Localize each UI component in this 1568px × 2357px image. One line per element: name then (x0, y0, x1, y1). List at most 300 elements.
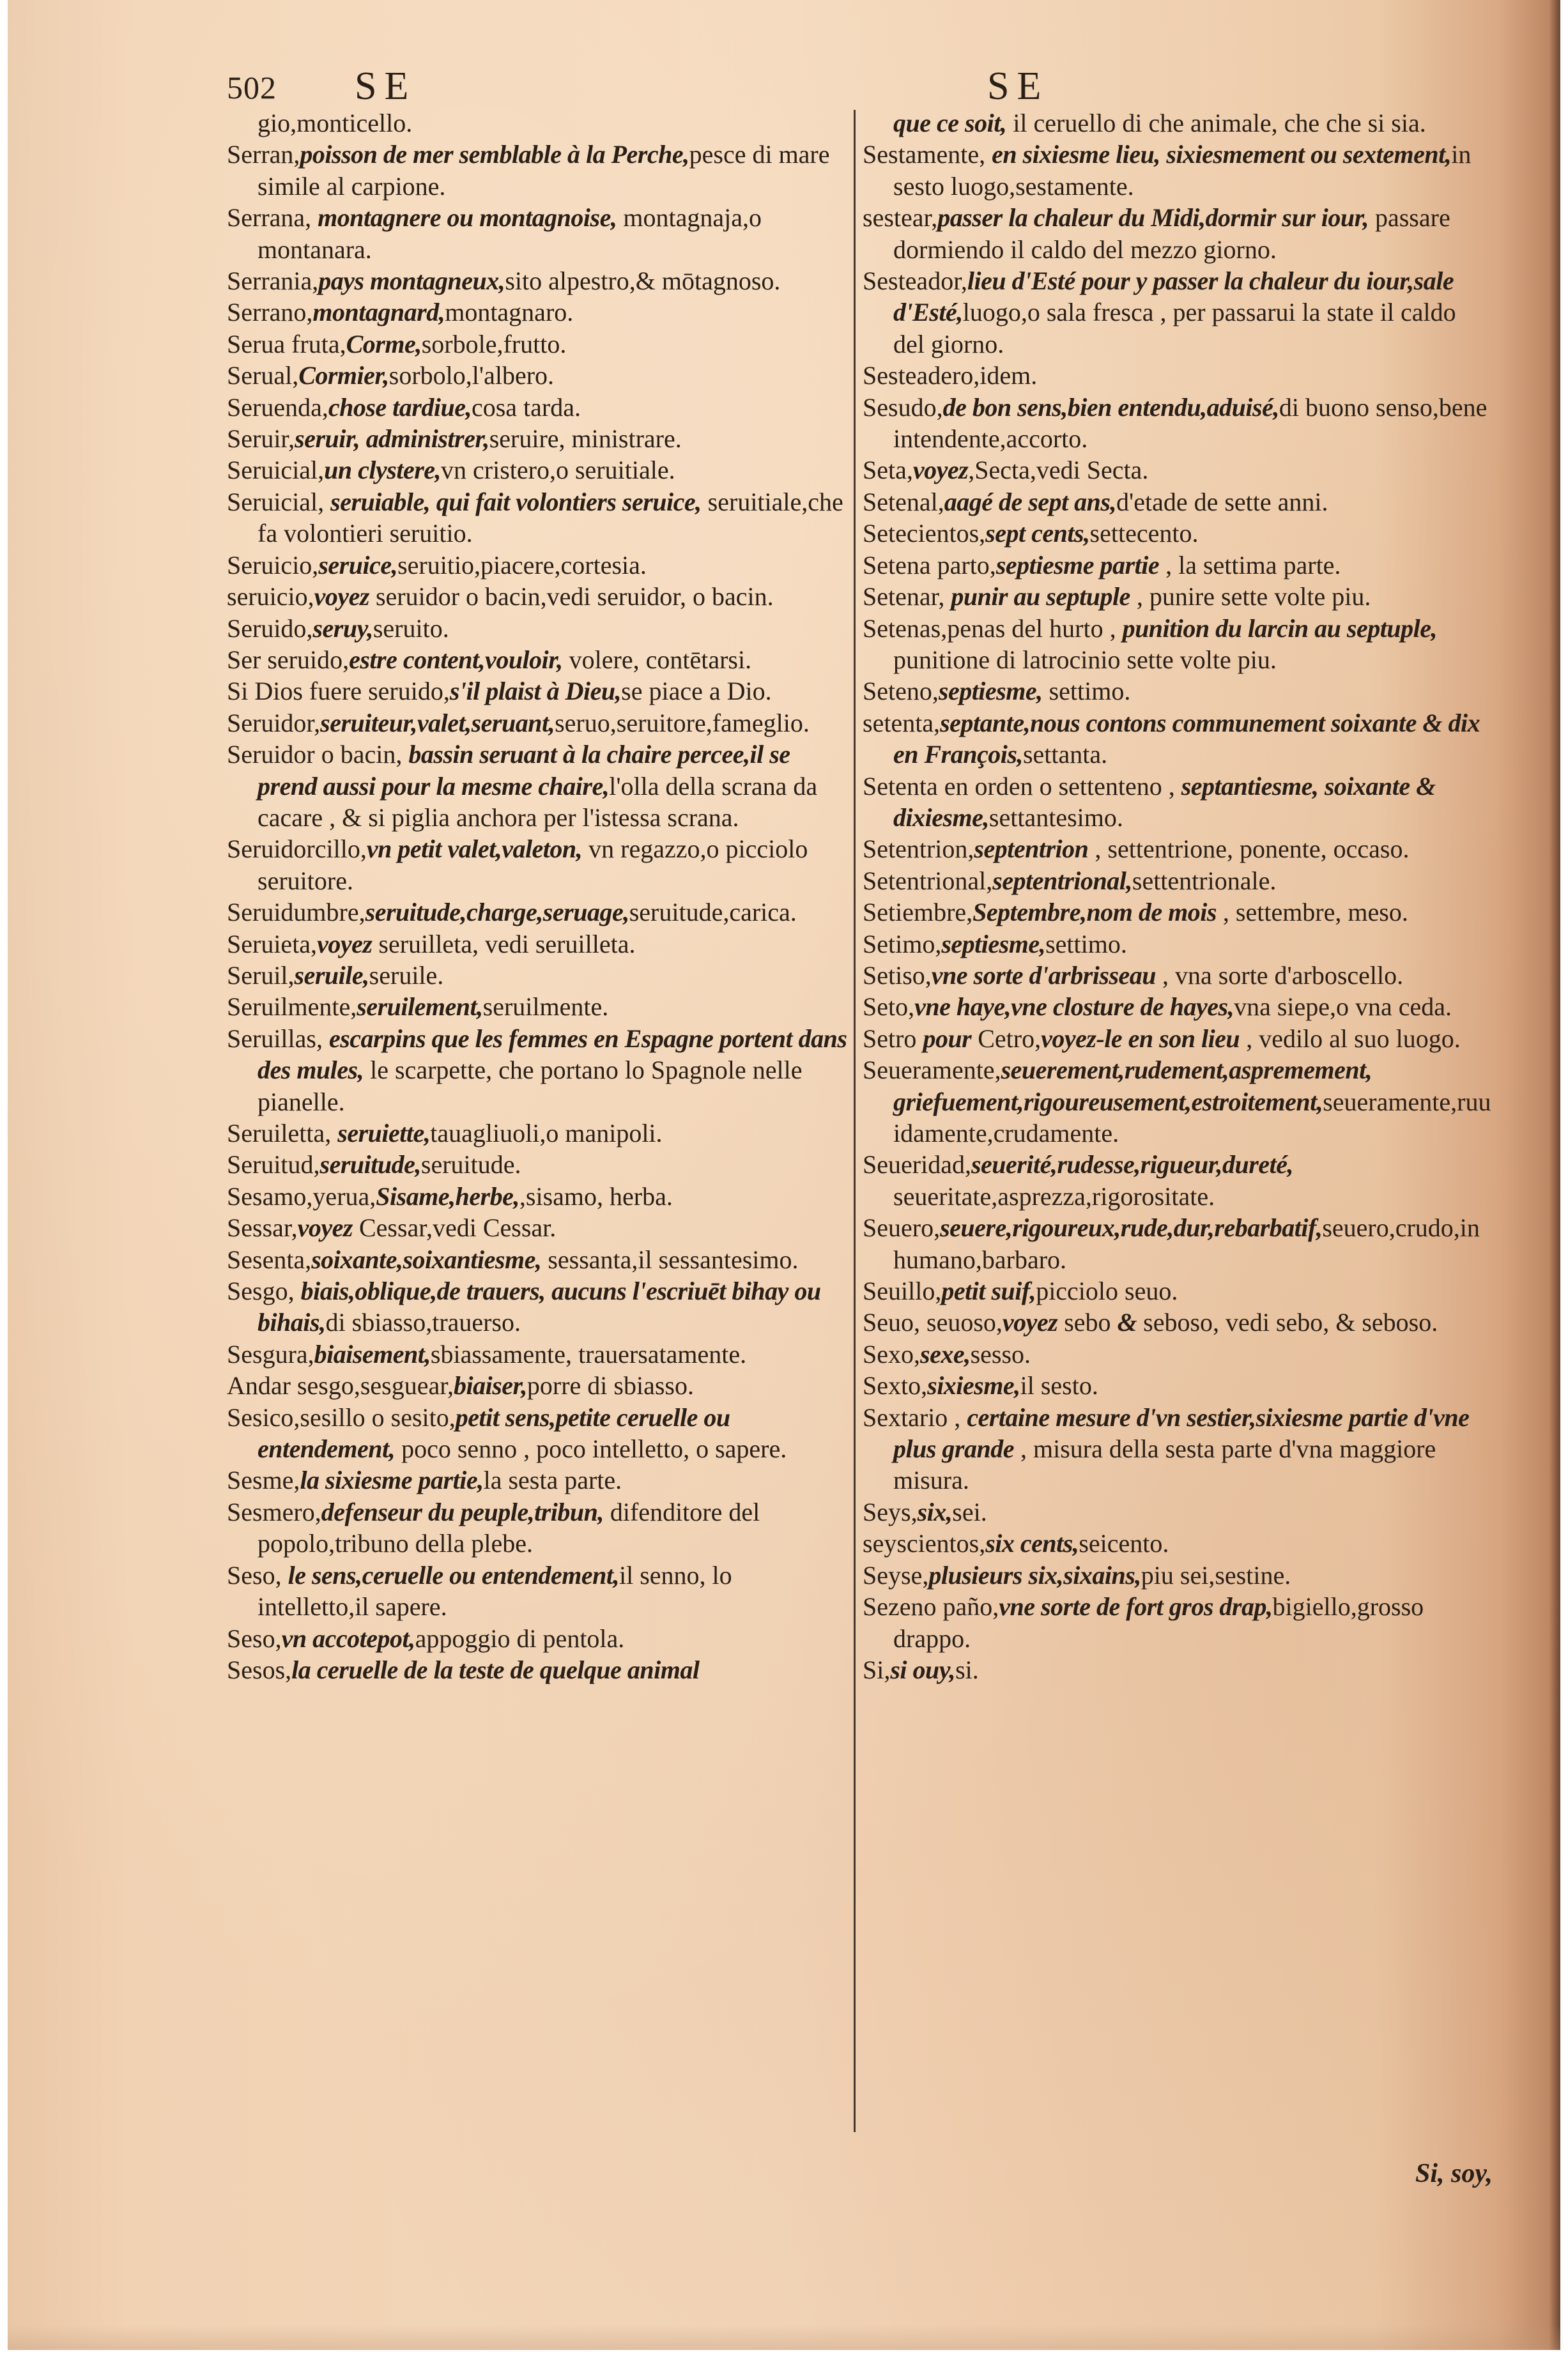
french-gloss: septentrional, (992, 866, 1132, 895)
entry-text: gio,monticello. (257, 109, 413, 137)
french-gloss: la sixiesme partie, (300, 1466, 484, 1495)
entry-text: Sesudo, (863, 392, 943, 422)
entry-text: Seso, (227, 1560, 288, 1590)
dictionary-entry (863, 675, 1492, 707)
entry-text: Serua fruta, (227, 329, 346, 358)
entry-text: vn regazzo,o picciolo seruitore. (257, 834, 808, 895)
entry-text: le scarpette, che portano lo Spagnole nelle pianelle. (257, 1056, 803, 1116)
entry-text: Sesenta, (227, 1245, 312, 1274)
entry-text: montagnaja,o montanara. (257, 203, 762, 264)
entry-text: la sesta parte. (483, 1466, 622, 1495)
french-gloss: un clystere, (324, 456, 442, 485)
dictionary-entry (863, 1560, 1492, 1591)
entry-text: seruito. (373, 613, 449, 643)
french-gloss: septantiesme, soixante & dixiesme, (893, 771, 1436, 832)
entry-text: ,sisamo, herba. (519, 1181, 673, 1211)
dictionary-entry (863, 1339, 1492, 1370)
dictionary-entry (227, 1560, 850, 1623)
french-gloss: en sixiesme lieu, sixiesmement ou sextement, (992, 140, 1452, 169)
entry-text: Sezeno paño, (863, 1592, 999, 1622)
entry-text: Seruicial, (227, 487, 331, 516)
entry-text: sestear, (863, 203, 938, 233)
dictionary-entry (863, 265, 1492, 360)
column-divider (854, 110, 856, 2132)
entry-text: Serrania, (227, 266, 319, 296)
entry-text: sorbole,frutto. (421, 329, 567, 358)
dictionary-entry (863, 392, 1492, 455)
dictionary-entry (227, 707, 850, 739)
entry-text: Seuo, seuoso, (863, 1308, 1003, 1337)
entry-text: vna siepe,o vna ceda. (1234, 992, 1452, 1022)
entry-text: Sesteadero,idem. (863, 361, 1038, 390)
french-gloss: poisson de mer semblable à la Perche, (300, 140, 689, 169)
entry-text: Serrana, (227, 203, 318, 233)
entry-text: seyscientos, (863, 1529, 986, 1558)
french-gloss: la ceruelle de la teste de quelque animal (291, 1655, 700, 1684)
entry-text: montagnaro. (445, 298, 574, 327)
page-number: 502 (227, 70, 277, 105)
entry-text: sito alpestro,& mōtagnoso. (505, 266, 781, 296)
entry-text: tauagliuoli,o manipoli. (430, 1119, 663, 1148)
french-gloss: sexe, (920, 1339, 971, 1369)
entry-text: pesce di mare simile al carpione. (257, 140, 830, 201)
french-gloss: sept cents, (985, 519, 1090, 548)
entry-text: seboso, vedi sebo, & seboso. (1137, 1308, 1438, 1337)
entry-text: seruidor o bacin,vedi seruidor, o bacin. (369, 582, 774, 611)
dictionary-entry (863, 613, 1492, 676)
french-gloss: biaisement, (314, 1339, 431, 1369)
book-page (8, 0, 1560, 2350)
entry-text: di sbiasso,trauerso. (325, 1308, 521, 1337)
entry-text: Setentrion, (863, 834, 974, 864)
french-gloss: voyez (912, 456, 969, 485)
dictionary-entry (227, 1117, 850, 1149)
french-gloss: pays montagneux, (318, 266, 505, 296)
french-gloss: vn accotepot, (281, 1624, 415, 1653)
dictionary-entry-continuation (863, 107, 1492, 139)
entry-text: sessanta,il sessantesimo. (541, 1245, 799, 1274)
dictionary-entry (227, 1464, 850, 1496)
dictionary-entry (227, 1402, 850, 1465)
page-bottom-edge (8, 2324, 1560, 2350)
entry-text: , misura della sesta parte d'vna maggiore misura. (893, 1434, 1436, 1495)
entry-text: Sexo, (863, 1339, 920, 1369)
french-gloss: seuere,rigoureux,rude,dur,rebarbatif, (940, 1213, 1323, 1243)
left-column (227, 107, 850, 1685)
entry-text: Sexto, (863, 1371, 928, 1401)
entry-text: seueramente,ruuidamente,crudamente. (893, 1087, 1491, 1148)
french-gloss: vne sorte d'arbrisseau (931, 960, 1157, 990)
entry-text: volere, contētarsi. (562, 645, 752, 674)
french-gloss: seruile, (294, 960, 369, 990)
entry-text: Seruicio, (227, 550, 319, 580)
dictionary-entry (863, 1307, 1492, 1338)
entry-text: se piace a Dio. (621, 677, 772, 706)
dictionary-entry (863, 1054, 1492, 1149)
french-gloss: escarpins que les femmes en Espagne portent dans des mules, (257, 1024, 847, 1085)
dictionary-entry (227, 360, 850, 391)
entry-text: Seueramente, (863, 1056, 1001, 1085)
dictionary-entry (863, 1023, 1492, 1054)
french-gloss: septante,nous contons communement soixante & dix en François, (893, 708, 1480, 769)
entry-text: Seruicial, (227, 456, 325, 485)
entry-text: settimo. (1042, 677, 1131, 706)
french-gloss: voyez (297, 1213, 353, 1243)
entry-text: seruitiale,che fa volontieri seruitio. (257, 487, 843, 548)
dictionary-entry (863, 454, 1492, 486)
entry-text: Serual, (227, 361, 299, 390)
french-gloss: seruitude, (319, 1150, 421, 1179)
dictionary-entry (863, 1591, 1492, 1654)
french-gloss: septiesme, (938, 677, 1043, 706)
french-gloss: six cents, (985, 1529, 1079, 1558)
entry-text: Setenal, (863, 487, 944, 516)
entry-text: Seyse, (863, 1560, 929, 1590)
entry-text: Cessar,vedi Cessar. (352, 1213, 557, 1243)
entry-text: Setena parto, (863, 550, 996, 580)
entry-text: Serrano, (227, 298, 313, 327)
dictionary-entry (863, 1654, 1492, 1685)
dictionary-entry (227, 1339, 850, 1370)
entry-text: seicento. (1079, 1529, 1169, 1558)
french-gloss: vne haye,vne closture de hayes, (914, 992, 1234, 1022)
dictionary-entry (227, 1623, 850, 1654)
entry-text: Seuero, (863, 1213, 941, 1243)
entry-text: seueritate,asprezza,rigorositate. (893, 1181, 1215, 1211)
entry-text: Seruidor, (227, 708, 321, 737)
dictionary-entry (863, 707, 1492, 771)
entry-text: Setro (863, 1024, 923, 1053)
dictionary-entry (863, 1528, 1492, 1559)
entry-text: Seto, (863, 992, 915, 1022)
french-gloss: biaiser, (453, 1371, 527, 1401)
french-gloss: plusieurs six,sixains, (928, 1560, 1141, 1590)
entry-text: seruicio, (227, 582, 314, 611)
dictionary-entry (863, 928, 1492, 960)
french-gloss: six, (917, 1497, 953, 1526)
entry-text: Sesgura, (227, 1339, 314, 1369)
french-gloss: petit suif, (941, 1277, 1036, 1306)
entry-text: sesso. (970, 1339, 1031, 1369)
entry-text: sbiassamente, trauersatamente. (430, 1339, 747, 1369)
french-gloss: voyez-le en son lieu (1041, 1024, 1240, 1053)
french-gloss: Corme, (346, 329, 422, 358)
dictionary-entry (227, 1149, 850, 1180)
entry-text: Seruidorcillo, (227, 834, 367, 864)
dictionary-entry (863, 139, 1492, 202)
entry-text: sorbolo,l'albero. (388, 361, 555, 390)
entry-text: , settembre, meso. (1216, 898, 1408, 927)
french-gloss: bassin seruant à la chaire percee,il se prend aussi pour la mesme chaire, (257, 740, 790, 801)
french-gloss: lieu d'Esté pour y passer la chaleur du iour,sale d'Esté, (893, 266, 1454, 327)
dictionary-entry (227, 675, 850, 707)
french-gloss: si ouy, (890, 1655, 956, 1684)
page-edge-shadow (1549, 0, 1560, 2350)
dictionary-entry (227, 265, 850, 296)
dictionary-entry (227, 392, 850, 423)
entry-text: Seruidumbre, (227, 898, 365, 927)
entry-text: Seruilmente, (227, 992, 357, 1022)
entry-text: in sesto luogo,sestamente. (893, 140, 1472, 201)
dictionary-entry (863, 549, 1492, 581)
dictionary-entry (227, 613, 850, 644)
french-gloss: petit sens,petite ceruelle ou entendement, (257, 1402, 730, 1464)
french-gloss: passer la chaleur du Midi,dormir sur iour, (937, 203, 1369, 233)
entry-text: appoggio di pentola. (415, 1624, 625, 1653)
dictionary-entry (863, 833, 1492, 864)
french-gloss: seruilement, (357, 992, 483, 1022)
french-gloss: punition du larcin au septuple, (1122, 613, 1437, 643)
entry-text: l'olla della scrana da cacare , & si piglia anchora per l'istessa scrana. (257, 771, 818, 832)
entry-text: Sesos, (227, 1655, 292, 1684)
entry-text: Setiembre, (863, 898, 973, 927)
french-gloss: pour (923, 1024, 972, 1053)
french-gloss: s'il plaist à Dieu, (449, 677, 622, 706)
entry-text: Seys, (863, 1497, 918, 1526)
dictionary-entry (863, 896, 1492, 928)
entry-text: settentrionale. (1132, 866, 1277, 895)
entry-text: picciolo seuo. (1036, 1277, 1178, 1306)
entry-text: seruilleta, vedi seruilleta. (372, 929, 636, 958)
dictionary-entry (227, 739, 850, 833)
entry-text: Sessar, (227, 1213, 298, 1243)
dictionary-entry (227, 202, 850, 265)
french-gloss: voyez (317, 929, 373, 958)
entry-text: sei. (952, 1497, 987, 1526)
french-gloss: septiesme partie (995, 550, 1160, 580)
french-gloss: certaine mesure d'vn sestier,sixiesme partie d'vne plus grande (893, 1402, 1470, 1464)
entry-text: seruitude. (420, 1150, 521, 1179)
dictionary-entry (227, 928, 850, 960)
dictionary-entry (227, 1370, 850, 1401)
entry-text: settimo. (1045, 929, 1127, 958)
entry-text: seruo,seruitore,fameglio. (555, 708, 810, 737)
entry-text: sebo (1057, 1308, 1118, 1337)
entry-text: piu sei,sestine. (1141, 1560, 1291, 1590)
right-column (863, 107, 1492, 1685)
dictionary-entry (227, 960, 850, 991)
dictionary-entry (863, 202, 1492, 265)
entry-text: Seteno, (863, 677, 939, 706)
entry-text: Seruenda, (227, 392, 328, 422)
entry-text: ,Secta,vedi Secta. (968, 456, 1149, 485)
french-gloss: seruice, (318, 550, 398, 580)
entry-text: il sesto. (1020, 1371, 1098, 1401)
french-gloss: Cormier, (298, 361, 389, 390)
entry-text: Setenar, (863, 582, 951, 611)
entry-text: bigiello,grosso drappo. (893, 1592, 1424, 1653)
entry-text: , vna sorte d'arboscello. (1156, 960, 1404, 990)
french-gloss: seruiable, qui fait volontiers seruice, (330, 487, 702, 516)
french-gloss: montagnard, (312, 298, 445, 327)
dictionary-entry (863, 1149, 1492, 1212)
dictionary-entry (863, 1402, 1492, 1496)
entry-text: settecento. (1089, 519, 1199, 548)
dictionary-entry (227, 1212, 850, 1243)
french-gloss: seruiette, (337, 1119, 431, 1148)
dictionary-entry (863, 360, 1492, 391)
french-gloss: punir au septuple (951, 582, 1130, 611)
french-gloss: seruitude,charge,seruage, (365, 898, 629, 927)
french-gloss: defenseur du peuple,tribun, (321, 1497, 604, 1526)
french-gloss: montagnere ou montagnoise, (318, 203, 617, 233)
dictionary-entry (227, 1181, 850, 1212)
entry-text: seruilmente. (482, 992, 609, 1022)
entry-text: poco senno , poco intelletto, o sapere. (395, 1434, 787, 1464)
french-gloss: voyez (1002, 1308, 1058, 1337)
french-gloss: vn petit valet,valeton, (366, 834, 583, 864)
dictionary-entry (227, 1023, 850, 1117)
running-head-left: SE (355, 65, 417, 108)
entry-text: Seruitud, (227, 1150, 320, 1179)
dictionary-entry (863, 1212, 1492, 1275)
dictionary-entry (227, 486, 850, 549)
entry-text: Ser seruido, (227, 645, 350, 674)
french-gloss: que ce soit, (893, 109, 1007, 137)
french-gloss: seuerité,rudesse,rigueur,dureté, (971, 1150, 1293, 1179)
entry-text: Seruir, (227, 424, 295, 454)
entry-text: cosa tarda. (471, 392, 581, 422)
entry-text: seruire, ministrare. (489, 424, 682, 454)
dictionary-entry-continuation (227, 107, 850, 139)
dictionary-entry (863, 960, 1492, 991)
entry-text: Setiso, (863, 960, 932, 990)
dictionary-entry (863, 865, 1492, 896)
french-gloss: sixiesme, (927, 1371, 1020, 1401)
entry-text: seuero,crudo,inhumano,barbaro. (893, 1213, 1480, 1274)
entry-text: settanta. (1022, 740, 1108, 769)
dictionary-entry (863, 581, 1492, 612)
entry-text: , la settima parte. (1159, 550, 1341, 580)
entry-text: Sesamo,yerua, (227, 1181, 376, 1211)
dictionary-entry (227, 1244, 850, 1275)
entry-text: Setimo, (863, 929, 942, 958)
dictionary-entry (863, 1370, 1492, 1401)
entry-text: si. (955, 1655, 979, 1684)
entry-text: Si, (863, 1655, 891, 1684)
entry-text: Sestamente, (863, 140, 992, 169)
entry-text: Cetro, (971, 1024, 1041, 1053)
entry-text: Seruil, (227, 960, 295, 990)
french-gloss: seruiteur,valet,seruant, (320, 708, 555, 737)
dictionary-entry (863, 518, 1492, 549)
french-gloss: Sisame,herbe, (376, 1181, 519, 1211)
running-head-right: SE (987, 65, 1049, 108)
entry-text: Seruiletta, (227, 1119, 338, 1148)
entry-text: porre di sbiasso. (527, 1371, 694, 1401)
entry-text: seruile. (369, 960, 444, 990)
entry-text: vn cristero,o seruitiale. (441, 456, 675, 485)
entry-text: di buono senso,bene intendente,accorto. (893, 392, 1487, 454)
entry-text: Serran, (227, 140, 300, 169)
french-gloss: de bon sens,bien entendu,aduisé, (942, 392, 1279, 422)
catchword: Si, soy, (1415, 2159, 1493, 2188)
entry-text: Sesico,sesillo o sesito, (227, 1402, 456, 1432)
entry-text: Seruido, (227, 613, 313, 643)
entry-text: setenta, (863, 708, 941, 737)
entry-text: passare dormiendo il caldo del mezzo giorno. (893, 203, 1450, 264)
dictionary-entry (863, 991, 1492, 1022)
dictionary-entry (863, 1496, 1492, 1528)
dictionary-entry (227, 1275, 850, 1339)
french-gloss: seruir, administrer, (295, 424, 489, 454)
french-gloss: Septembre,nom de mois (972, 898, 1217, 927)
dictionary-entry (227, 896, 850, 928)
french-gloss: chose tardiue, (328, 392, 472, 422)
entry-text: Sesmero, (227, 1497, 321, 1526)
french-gloss: septiesme, (941, 929, 1046, 958)
entry-text: Seso, (227, 1624, 282, 1653)
entry-text: Setenas,penas del hurto , (863, 613, 1123, 643)
french-gloss: aagé de sept ans, (944, 487, 1116, 516)
entry-text: Sextario , (863, 1402, 967, 1432)
entry-text: Seuillo, (863, 1277, 942, 1306)
entry-text: Si Dios fuere seruido, (227, 677, 450, 706)
entry-text: Setenta en orden o settenteno , (863, 771, 1181, 801)
dictionary-entry (227, 1496, 850, 1560)
french-gloss: vne sorte de fort gros drap, (999, 1592, 1273, 1622)
entry-text: settantesimo. (988, 802, 1123, 832)
dictionary-entry (227, 1654, 850, 1685)
entry-text: d'etade de sette anni. (1116, 487, 1328, 516)
french-gloss: septentrion (974, 834, 1089, 864)
french-gloss: seruy, (312, 613, 373, 643)
entry-text: Seruillas, (227, 1024, 329, 1053)
dictionary-entry (227, 296, 850, 328)
dictionary-entry (227, 549, 850, 581)
dictionary-entry (227, 139, 850, 202)
entry-text: il ceruello di che animale, che che si sia. (1006, 109, 1426, 137)
entry-text: , vedilo al suo luogo. (1240, 1024, 1461, 1053)
dictionary-entry (227, 644, 850, 675)
entry-text: Sesgo, (227, 1277, 301, 1306)
entry-text: seruitio,piacere,cortesia. (397, 550, 647, 580)
entry-text: Seruieta, (227, 929, 318, 958)
dictionary-entry (227, 423, 850, 454)
dictionary-entry (863, 486, 1492, 518)
entry-text: il senno, lo intelletto,il sapere. (257, 1560, 732, 1622)
entry-text: Seta, (863, 456, 913, 485)
entry-text: Sesme, (227, 1466, 300, 1495)
entry-text: Seruidor o bacin, (227, 740, 409, 769)
entry-text: seruitude,carica. (629, 898, 797, 927)
entry-text: Andar sesgo,sesguear, (227, 1371, 454, 1401)
entry-text: punitione di latrocinio sette volte piu. (893, 645, 1277, 674)
french-gloss: estre content,vouloir, (349, 645, 563, 674)
french-gloss: le sens,ceruelle ou entendement, (288, 1560, 619, 1590)
entry-text: , settentrione, ponente, occaso. (1088, 834, 1410, 864)
french-gloss: voyez (314, 582, 369, 611)
french-gloss: & (1117, 1308, 1137, 1337)
dictionary-entry (227, 328, 850, 360)
dictionary-entry (227, 581, 850, 612)
entry-text: Setecientos, (863, 519, 986, 548)
dictionary-entry (227, 833, 850, 896)
french-gloss: seuerement,rudement,aspremement, griefuement,rigoureusement,estroitement, (893, 1056, 1372, 1116)
entry-text: Setentrional, (863, 866, 993, 895)
french-gloss: biais,oblique,de trauers, aucuns l'escriuēt bihay ou bihais, (257, 1277, 821, 1337)
entry-text: Seueridad, (863, 1150, 971, 1179)
entry-text: luogo,o sala fresca , per passarui la state il caldo del giorno. (893, 298, 1456, 358)
dictionary-entry (863, 771, 1492, 834)
dictionary-entry (863, 1275, 1492, 1307)
entry-text: Sesteador, (863, 266, 967, 296)
dictionary-entry (227, 991, 850, 1022)
entry-text: difenditore del popolo,tribuno della plebe. (257, 1497, 760, 1558)
entry-text: , punire sette volte piu. (1130, 582, 1371, 611)
dictionary-entry (227, 454, 850, 486)
french-gloss: soixante,soixantiesme, (311, 1245, 542, 1274)
